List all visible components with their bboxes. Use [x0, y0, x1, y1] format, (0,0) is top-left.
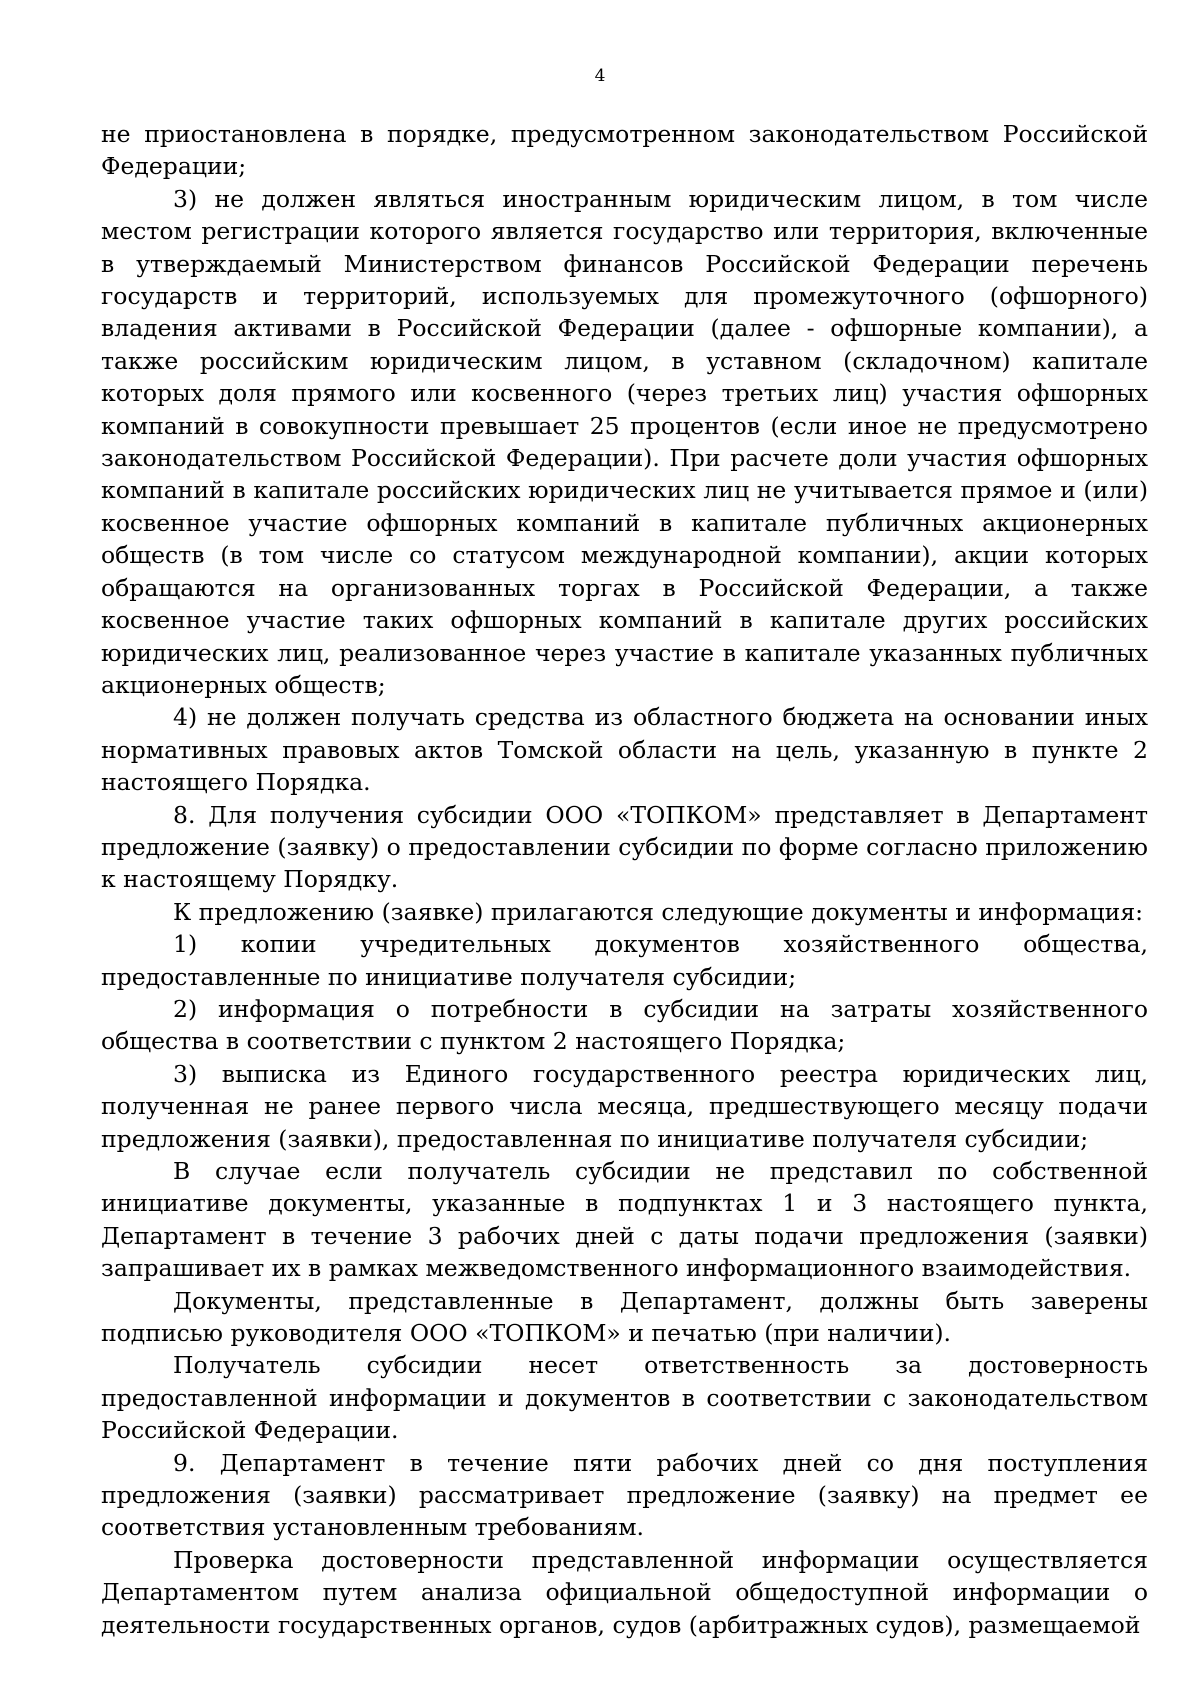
paragraph-attachments-intro: К предложению (заявке) прилагаются следующие документы и информация:	[173, 897, 1144, 926]
paragraph-certification: Документы, представленные в Департамент, должны быть заверены подписью руководителя ООО «ТОПКОМ» и печатью (при наличии).	[101, 1286, 1148, 1348]
paragraph-verification: Проверка достоверности представленной информации осуществляется Департаментом путем анализа официальной общедоступной информации о деятельности государственных органов, судов (арбитражных судов), размещаемой	[101, 1545, 1148, 1639]
paragraph-interagency-request: В случае если получатель субсидии не представил по собственной инициативе документы, указанные в подпунктах 1 и 3 настоящего пункта, Департамент в течение 3 рабочих дней с даты подачи предложения (заявки) запрашивает их в рамках межведомственного информационного взаимодействия.	[101, 1157, 1148, 1283]
paragraph-item-4: 4) не должен получать средства из областного бюджета на основании иных нормативных правовых актов Томской области на цель, указанную в пункте 2 настоящего Порядка.	[101, 703, 1148, 797]
paragraph-section-9: 9. Департамент в течение пяти рабочих дней со дня поступления предложения (заявки) рассматривает предложение (заявку) на предмет ее соответствия установленным требованиям.	[101, 1448, 1148, 1542]
paragraph-item-3: 3) не должен являться иностранным юридическим лицом, в том числе местом регистрации которого является государство или территория, включенные в утверждаемый Министерством финансов Российской Федерации перечень государств и территорий, используемых для промежуточного (офшорного) владения активами в Российской Федерации (далее - офшорные компании), а также российским юридическим лицом, в уставном (складочном) капитале которых доля прямого или косвенного (через третьих лиц) участия офшорных компаний в совокупности превышает 25 процентов (если иное не предусмотрено законодательством Российской Федерации). При расчете доли участия офшорных компаний в капитале российских юридических лиц не учитывается прямое и (или) косвенное участие офшорных компаний в капитале публичных акционерных обществ (в том числе со статусом международной компании), акции которых обращаются на организованных торгах в Российской Федерации, а также косвенное участие таких офшорных компаний в капитале других российских юридических лиц, реализованное через участие в капитале указанных публичных акционерных обществ;	[101, 184, 1148, 699]
page-number: 4	[594, 66, 606, 86]
paragraph-attachment-3: 3) выписка из Единого государственного реестра юридических лиц, полученная не ранее первого числа месяца, предшествующего месяцу подачи предложения (заявки), предоставленная по инициативе получателя субсидии;	[101, 1059, 1148, 1153]
paragraph-continuation: не приостановлена в порядке, предусмотренном законодательством Российской Федерации;	[101, 120, 1148, 181]
paragraph-responsibility: Получатель субсидии несет ответственность за достоверность предоставленной информации и документов в соответствии с законодательством Российской Федерации.	[101, 1351, 1148, 1445]
document-body	[101, 118, 1148, 1641]
paragraph-attachment-2: 2) информация о потребности в субсидии на затраты хозяйственного общества в соответствии с пунктом 2 настоящего Порядка;	[101, 994, 1148, 1056]
paragraph-attachment-1: 1) копии учредительных документов хозяйственного общества, предоставленные по инициативе получателя субсидии;	[101, 930, 1148, 991]
paragraph-section-8: 8. Для получения субсидии ООО «ТОПКОМ» представляет в Департамент предложение (заявку) о предоставлении субсидии по форме согласно приложению к настоящему Порядку.	[101, 800, 1148, 894]
